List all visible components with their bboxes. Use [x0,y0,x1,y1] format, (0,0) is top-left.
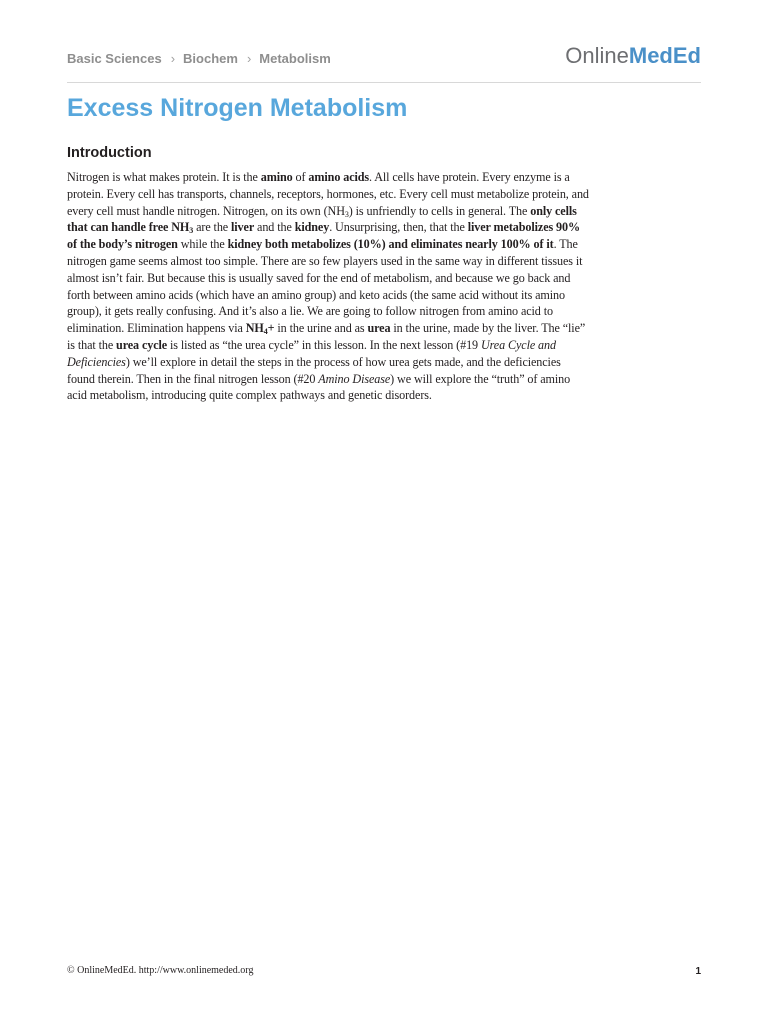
paragraph-text: . The nitrogen game seems almost too simple. There are so few players used in the same way in different tissues it almost isn’t fair. But because this is usually saved for the end of metabolism, and because we go back and forth between amino acids (which have an amino group) and keto acids (the same acid without its amino group), it gets really confusing. And it’s also a lie. We are going to follow nitrogen from amino acid to elimination. Elimination happens via [67,237,583,336]
chevron-right-icon: › [246,51,252,66]
page-number: 1 [695,966,701,977]
subscript-text: 4 [263,327,268,337]
bold-text: NH [245,321,264,336]
paragraph-text: and the [254,220,295,235]
subscript-text: 3 [344,209,349,219]
subscript-text: 3 [189,226,194,236]
paragraph-text: in the urine and as [274,321,368,336]
bold-text: only cells that can handle free NH [67,203,577,235]
bold-text: + [267,321,275,336]
paragraph-text: of [292,170,309,184]
footer-copyright: © OnlineMedEd. http://www.onlinemeded.org [67,965,254,976]
page-title: Excess Nitrogen Metabolism [67,94,408,122]
page-header [67,40,701,83]
bold-text: kidney both metabolizes (10%) and eliminates nearly 100% of it [227,237,554,252]
bold-text: kidney [294,220,330,235]
bold-text: urea [367,321,391,336]
logo-text-meded: MedEd [628,43,701,68]
paragraph-text: is listed as “the urea cycle” in this lesson. In the next lesson (#19 [167,337,481,352]
paragraph-text: in the urine, made by the liver. The “lie” is that the [67,321,586,352]
paragraph-text: are the [193,220,232,235]
onlinemeded-logo [565,43,701,69]
chevron-right-icon: › [170,51,176,66]
paragraph-text: ) we’ll explore in detail the steps in the process of how urea gets made, and the deficiencies found therein. Then in the final nitrogen lesson (#20 [67,354,561,386]
bold-text: urea cycle [116,337,168,352]
paragraph-text: while the [177,237,228,252]
bold-text: liver metabolizes 90% of the body’s nitrogen [67,220,581,252]
paragraph-text: Nitrogen is what makes protein. It is the [67,170,261,184]
intro-paragraph [67,169,589,404]
paragraph-text: . All cells have protein. Every enzyme is a protein. Every cell has transports, channels, receptors, hormones, etc. Every cell must metabolize protein, and every cell must handle nitrogen. Nitrogen, on its own (NH [67,170,589,218]
section-heading: Introduction [67,145,152,161]
italic-text: Urea Cycle and Deficiencies [67,337,556,369]
paragraph-text: . Unsurprising, then, that the [329,220,468,235]
breadcrumb-item-biochem[interactable]: Biochem [183,51,238,66]
paragraph-text: ) we will explore the “truth” of amino acid metabolism, introducing quite complex pathways and genetic disorders. [67,371,571,403]
bold-text: liver [231,220,255,235]
paragraph-text: ) is unfriendly to cells in general. The [348,203,531,218]
breadcrumb-item-metabolism[interactable]: Metabolism [259,51,331,66]
logo-text-online: Online [565,43,629,68]
breadcrumb-item-basic-sciences[interactable]: Basic Sciences [67,51,162,66]
italic-text: Amino Disease [318,371,391,386]
breadcrumb [67,51,331,66]
bold-text: amino [260,170,293,184]
bold-text: amino acids [308,170,370,184]
